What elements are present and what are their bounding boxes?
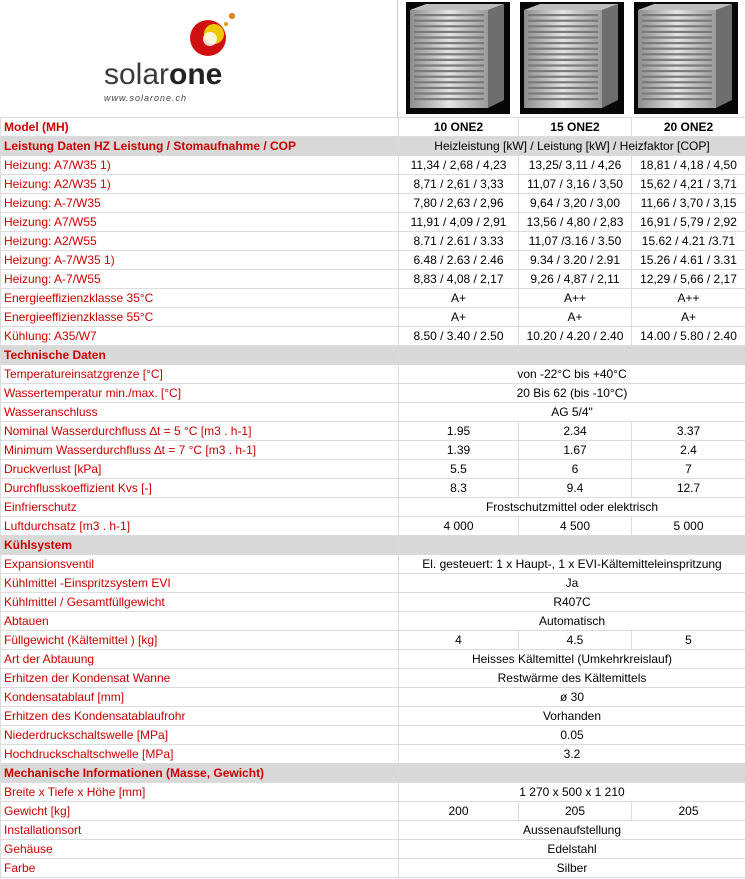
spec-label: Niederdruckschaltswelle [MPa] bbox=[1, 726, 399, 745]
spec-label: Einfrierschutz bbox=[1, 498, 399, 517]
spec-label: Heizung: A2/W55 bbox=[1, 232, 399, 251]
heat-pump-unit-image bbox=[634, 2, 738, 114]
section-filler bbox=[399, 764, 745, 783]
spec-label: Füllgewicht (Kältemittel ) [kg] bbox=[1, 631, 399, 650]
spec-row bbox=[1, 175, 745, 194]
section-header bbox=[1, 137, 745, 156]
spec-row bbox=[1, 840, 745, 859]
section-filler bbox=[399, 536, 745, 555]
spec-value: A+ bbox=[399, 289, 519, 308]
spec-row bbox=[1, 631, 745, 650]
brand-name bbox=[104, 60, 222, 90]
spec-value: 200 bbox=[399, 802, 519, 821]
spec-value-all-models: Automatisch bbox=[399, 612, 745, 631]
spec-row bbox=[1, 422, 745, 441]
spec-label: Erhitzen des Kondensatablaufrohr bbox=[1, 707, 399, 726]
header-area bbox=[0, 0, 745, 117]
spec-row bbox=[1, 707, 745, 726]
heat-pump-icon bbox=[520, 2, 624, 114]
spec-value: 6.48 / 2.63 / 2.46 bbox=[399, 251, 519, 270]
section-title: Technische Daten bbox=[1, 346, 399, 365]
spec-value: A+ bbox=[519, 308, 632, 327]
spec-value: 7,80 / 2,63 / 2,96 bbox=[399, 194, 519, 213]
spec-label: Druckverlust [kPa] bbox=[1, 460, 399, 479]
spec-row bbox=[1, 365, 745, 384]
spec-value: 11,07 / 3,16 / 3,50 bbox=[519, 175, 632, 194]
spec-label: Wasseranschluss bbox=[1, 403, 399, 422]
spec-label: Heizung: A2/W35 1) bbox=[1, 175, 399, 194]
solarone-logo-icon bbox=[100, 8, 240, 64]
spec-value-all-models: von -22°C bis +40°C bbox=[399, 365, 745, 384]
spec-label: Kühlmittel -Einspritzsystem EVI bbox=[1, 574, 399, 593]
spec-value-all-models: ø 30 bbox=[399, 688, 745, 707]
model-name: 15 ONE2 bbox=[519, 118, 632, 137]
spec-row bbox=[1, 745, 745, 764]
spec-table-body bbox=[1, 118, 745, 878]
brand-url: www.solarone.ch bbox=[104, 93, 188, 103]
spec-value: 8.3 bbox=[399, 479, 519, 498]
spec-row bbox=[1, 251, 745, 270]
spec-value: 13,56 / 4,80 / 2,83 bbox=[519, 213, 632, 232]
section-title: Mechanische Informationen (Masse, Gewicht) bbox=[1, 764, 399, 783]
spec-row bbox=[1, 859, 745, 878]
spec-row bbox=[1, 270, 745, 289]
spec-value-all-models: Vorhanden bbox=[399, 707, 745, 726]
spec-value: 205 bbox=[519, 802, 632, 821]
spec-row bbox=[1, 460, 745, 479]
spec-row bbox=[1, 783, 745, 802]
spec-value-all-models: 20 Bis 62 (bis -10°C) bbox=[399, 384, 745, 403]
spec-row bbox=[1, 688, 745, 707]
spec-value: 11,66 / 3,70 / 3,15 bbox=[632, 194, 745, 213]
spec-label: Expansionsventil bbox=[1, 555, 399, 574]
spec-row bbox=[1, 726, 745, 745]
spec-value: 9.34 / 3.20 / 2.91 bbox=[519, 251, 632, 270]
heat-pump-icon bbox=[634, 2, 738, 114]
spec-row bbox=[1, 403, 745, 422]
spec-row bbox=[1, 669, 745, 688]
spec-value-all-models: El. gesteuert: 1 x Haupt-, 1 x EVI-Kältemitteleinspritzung bbox=[399, 555, 745, 574]
spec-row bbox=[1, 593, 745, 612]
spec-value: 11,07 /3.16 / 3.50 bbox=[519, 232, 632, 251]
spec-row bbox=[1, 555, 745, 574]
spec-value: 7 bbox=[632, 460, 745, 479]
spec-value: 8.50 / 3.40 / 2.50 bbox=[399, 327, 519, 346]
spec-label: Luftdurchsatz [m3 . h-1] bbox=[1, 517, 399, 536]
spec-value: 5.5 bbox=[399, 460, 519, 479]
spec-value: 205 bbox=[632, 802, 745, 821]
spec-label: Installationsort bbox=[1, 821, 399, 840]
spec-value: 2.4 bbox=[632, 441, 745, 460]
spec-value: 4 bbox=[399, 631, 519, 650]
spec-value: 14.00 / 5.80 / 2.40 bbox=[632, 327, 745, 346]
spec-value: 16,91 / 5,79 / 2,92 bbox=[632, 213, 745, 232]
spec-row bbox=[1, 327, 745, 346]
spec-label: Gewicht [kg] bbox=[1, 802, 399, 821]
spec-value: 5 bbox=[632, 631, 745, 650]
model-name: 20 ONE2 bbox=[632, 118, 745, 137]
spec-value: 18,81 / 4,18 / 4,50 bbox=[632, 156, 745, 175]
spec-label: Abtauen bbox=[1, 612, 399, 631]
spec-value: 11,34 / 2,68 / 4,23 bbox=[399, 156, 519, 175]
spec-value-all-models: AG 5/4" bbox=[399, 403, 745, 422]
spec-row bbox=[1, 802, 745, 821]
spec-value-all-models: Restwärme des Kältemittels bbox=[399, 669, 745, 688]
spec-row bbox=[1, 821, 745, 840]
section-header bbox=[1, 346, 745, 365]
section-title: Leistung Daten HZ Leistung / Stomaufnahme / COP bbox=[1, 137, 399, 156]
brand-name-light: solar bbox=[104, 58, 170, 91]
spec-value: 6 bbox=[519, 460, 632, 479]
spec-row bbox=[1, 213, 745, 232]
spec-value: 8,71 / 2,61 / 3,33 bbox=[399, 175, 519, 194]
spec-row bbox=[1, 650, 745, 669]
section-units-header: Heizleistung [kW] / Leistung [kW] / Heizfaktor [COP] bbox=[399, 137, 745, 156]
spec-value-all-models: Aussenaufstellung bbox=[399, 821, 745, 840]
spec-value: 1.39 bbox=[399, 441, 519, 460]
spec-label: Kühlmittel / Gesamtfüllgewicht bbox=[1, 593, 399, 612]
spec-label: Wassertemperatur min./max. [°C] bbox=[1, 384, 399, 403]
spec-value: 3.37 bbox=[632, 422, 745, 441]
spec-label: Art der Abtauung bbox=[1, 650, 399, 669]
model-row bbox=[1, 118, 745, 137]
spec-value: 4 000 bbox=[399, 517, 519, 536]
spec-value: 9,26 / 4,87 / 2,11 bbox=[519, 270, 632, 289]
spec-table bbox=[0, 117, 745, 878]
spec-value-all-models: Silber bbox=[399, 859, 745, 878]
spec-value-all-models: Frostschutzmittel oder elektrisch bbox=[399, 498, 745, 517]
spec-label: Energieeffizienzklasse 35°C bbox=[1, 289, 399, 308]
spec-row bbox=[1, 232, 745, 251]
heat-pump-unit-image bbox=[520, 2, 624, 114]
spec-value: A+ bbox=[399, 308, 519, 327]
spec-value: 12,29 / 5,66 / 2,17 bbox=[632, 270, 745, 289]
spec-row bbox=[1, 308, 745, 327]
spec-label: Kondensatablauf [mm] bbox=[1, 688, 399, 707]
spec-value-all-models: 0.05 bbox=[399, 726, 745, 745]
spec-value: 2.34 bbox=[519, 422, 632, 441]
spec-value: 9.4 bbox=[519, 479, 632, 498]
spec-value: 8,83 / 4,08 / 2,17 bbox=[399, 270, 519, 289]
brand-name-bold: one bbox=[169, 58, 223, 91]
spec-label: Durchflusskoeffizient Kvs [-] bbox=[1, 479, 399, 498]
spec-label: Heizung: A-7/W35 bbox=[1, 194, 399, 213]
spec-value: 4.5 bbox=[519, 631, 632, 650]
spec-value: A++ bbox=[519, 289, 632, 308]
spec-value: 8.71 / 2.61 / 3.33 bbox=[399, 232, 519, 251]
spec-value: 12.7 bbox=[632, 479, 745, 498]
spec-value: 15.62 / 4.21 /3.71 bbox=[632, 232, 745, 251]
logo-cell bbox=[0, 0, 398, 117]
model-name: 10 ONE2 bbox=[399, 118, 519, 137]
spec-row bbox=[1, 517, 745, 536]
spec-label: Temperatureinsatzgrenze [°C] bbox=[1, 365, 399, 384]
spec-value: 13,25/ 3,11 / 4,26 bbox=[519, 156, 632, 175]
spec-row bbox=[1, 479, 745, 498]
spec-value: 9,64 / 3,20 / 3,00 bbox=[519, 194, 632, 213]
spec-label: Minimum Wasserdurchfluss ∆t = 7 °C [m3 . h-1] bbox=[1, 441, 399, 460]
spec-row bbox=[1, 612, 745, 631]
spec-row bbox=[1, 441, 745, 460]
spec-value-all-models: R407C bbox=[399, 593, 745, 612]
spec-label: Kühlung: A35/W7 bbox=[1, 327, 399, 346]
spec-value: 10.20 / 4.20 / 2.40 bbox=[519, 327, 632, 346]
spec-row bbox=[1, 574, 745, 593]
section-title: Kühlsystem bbox=[1, 536, 399, 555]
spec-value: A+ bbox=[632, 308, 745, 327]
spec-value-all-models: Ja bbox=[399, 574, 745, 593]
spec-label: Heizung: A7/W35 1) bbox=[1, 156, 399, 175]
spec-row bbox=[1, 156, 745, 175]
spec-value: 15,62 / 4,21 / 3,71 bbox=[632, 175, 745, 194]
model-label: Model (MH) bbox=[1, 118, 399, 137]
spec-value: 1.67 bbox=[519, 441, 632, 460]
spec-value-all-models: Edelstahl bbox=[399, 840, 745, 859]
spec-row bbox=[1, 289, 745, 308]
spec-value-all-models: 3.2 bbox=[399, 745, 745, 764]
spec-label: Heizung: A-7/W55 bbox=[1, 270, 399, 289]
heat-pump-unit-image bbox=[406, 2, 510, 114]
spec-value-all-models: Heisses Kältemittel (Umkehrkreislauf) bbox=[399, 650, 745, 669]
spec-label: Hochdruckschaltschwelle [MPa] bbox=[1, 745, 399, 764]
spec-label: Heizung: A7/W55 bbox=[1, 213, 399, 232]
spec-row bbox=[1, 384, 745, 403]
spec-value: A++ bbox=[632, 289, 745, 308]
spec-label: Energieeffizienzklasse 55°C bbox=[1, 308, 399, 327]
spec-row bbox=[1, 498, 745, 517]
spec-label: Heizung: A-7/W35 1) bbox=[1, 251, 399, 270]
section-filler bbox=[399, 346, 745, 365]
section-header bbox=[1, 536, 745, 555]
section-header bbox=[1, 764, 745, 783]
spec-label: Gehäuse bbox=[1, 840, 399, 859]
spec-value: 5 000 bbox=[632, 517, 745, 536]
spec-value: 11,91 / 4,09 / 2,91 bbox=[399, 213, 519, 232]
spec-value: 4 500 bbox=[519, 517, 632, 536]
spec-row bbox=[1, 194, 745, 213]
heat-pump-icon bbox=[406, 2, 510, 114]
spec-label: Erhitzen der Kondensat Wanne bbox=[1, 669, 399, 688]
spec-label: Farbe bbox=[1, 859, 399, 878]
spec-value: 1.95 bbox=[399, 422, 519, 441]
spec-label: Breite x Tiefe x Höhe [mm] bbox=[1, 783, 399, 802]
spec-value: 15.26 / 4.61 / 3.31 bbox=[632, 251, 745, 270]
spec-value-all-models: 1 270 x 500 x 1 210 bbox=[399, 783, 745, 802]
spec-label: Nominal Wasserdurchfluss ∆t = 5 °C [m3 . h-1] bbox=[1, 422, 399, 441]
